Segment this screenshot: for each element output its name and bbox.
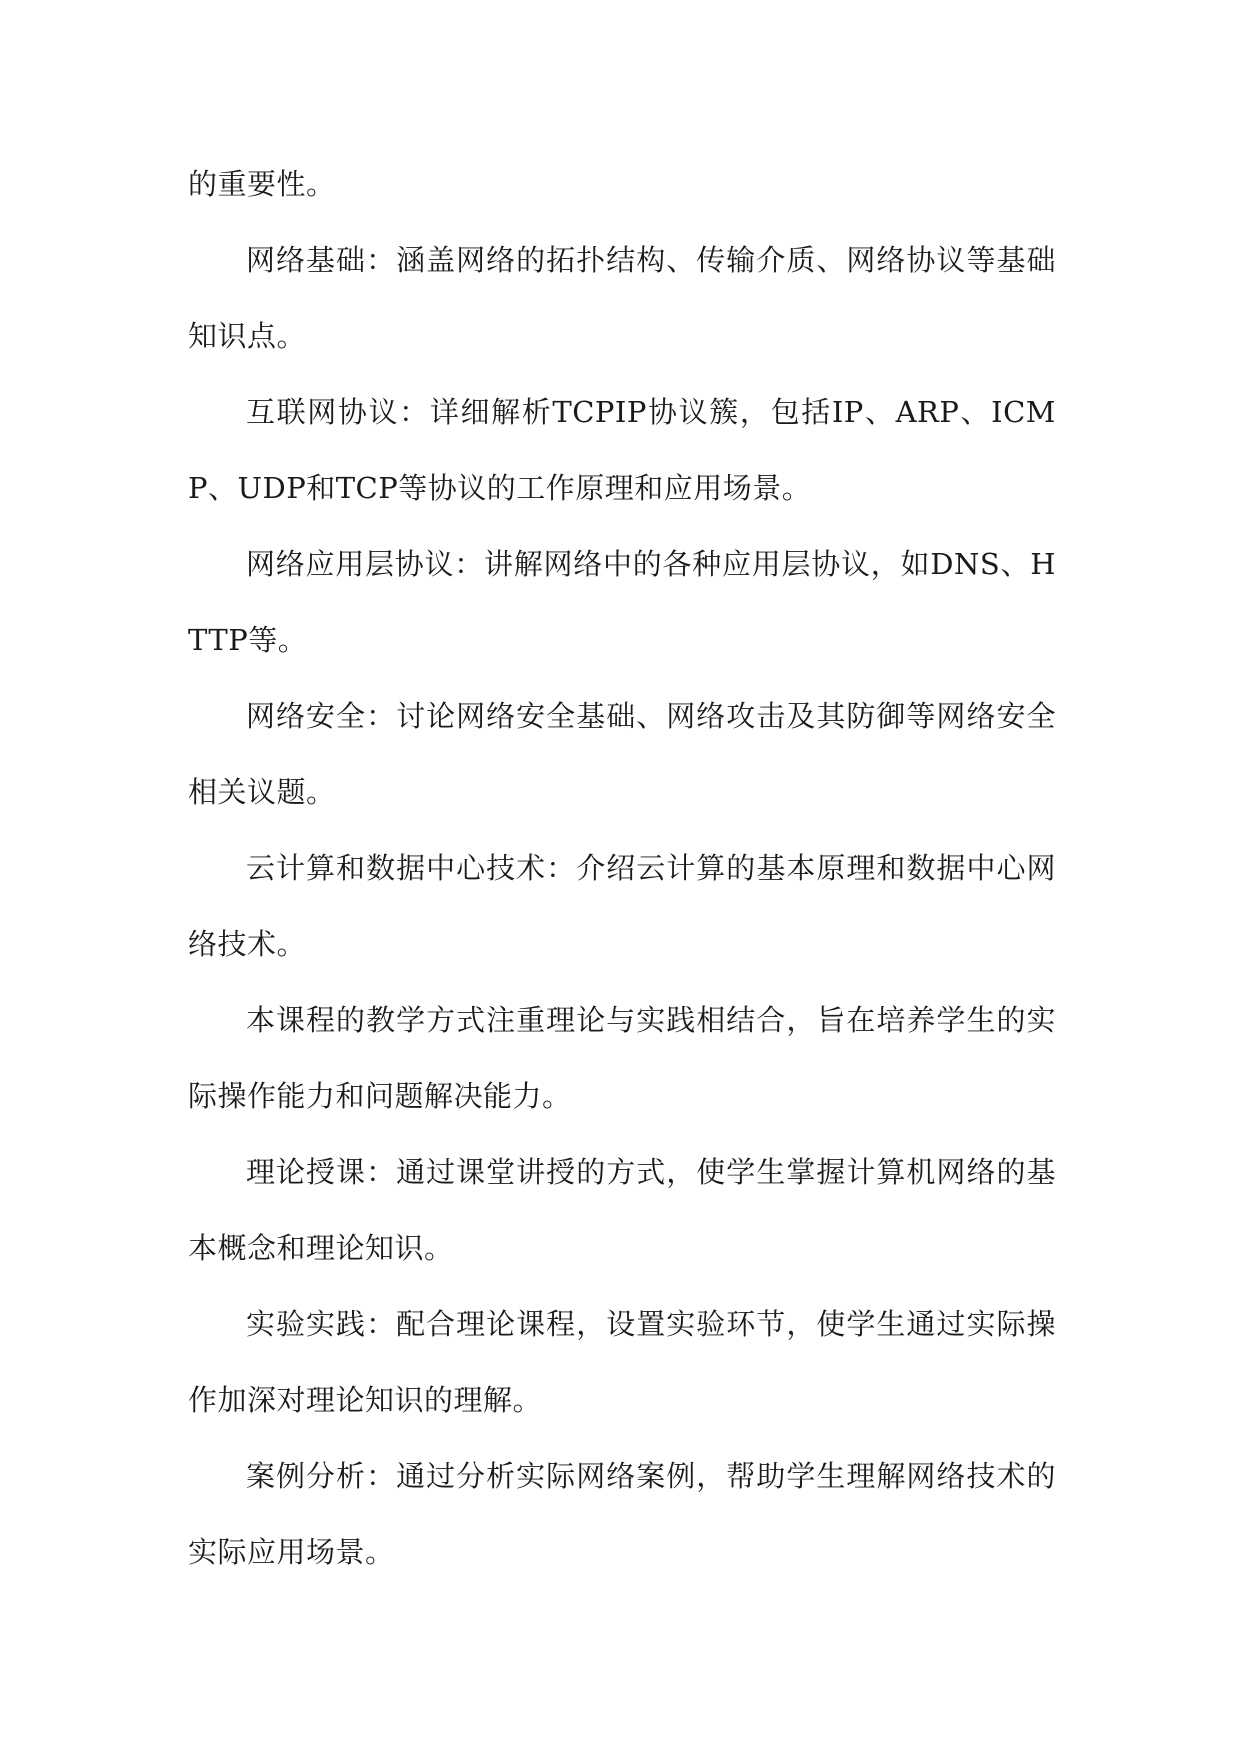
- paragraph-continuation: 的重要性。: [188, 167, 336, 201]
- paragraph-theory-lectures: 理论授课：通过课堂讲授的方式，使学生掌握计算机网络的基本概念和理论知识。: [188, 1155, 1056, 1265]
- paragraph-network-security: 网络安全：讨论网络安全基础、网络攻击及其防御等网络安全相关议题。: [188, 699, 1056, 809]
- paragraph-lab-practice: 实验实践：配合理论课程，设置实验环节，使学生通过实际操作加深对理论知识的理解。: [188, 1307, 1056, 1417]
- paragraph-application-layer: 网络应用层协议：讲解网络中的各种应用层协议，如DNS、HTTP等。: [188, 547, 1056, 657]
- paragraph-internet-protocols: 互联网协议：详细解析TCPIP协议簇，包括IP、ARP、ICMP、UDP和TCP等协议的工作原理和应用场景。: [188, 395, 1056, 505]
- paragraph-cloud-datacenter: 云计算和数据中心技术：介绍云计算的基本原理和数据中心网络技术。: [188, 851, 1056, 961]
- paragraph-case-analysis: 案例分析：通过分析实际网络案例，帮助学生理解网络技术的实际应用场景。: [188, 1459, 1056, 1569]
- document-body: [188, 146, 1056, 1590]
- paragraph-network-basics: 网络基础：涵盖网络的拓扑结构、传输介质、网络协议等基础知识点。: [188, 243, 1056, 353]
- paragraph-teaching-method: 本课程的教学方式注重理论与实践相结合，旨在培养学生的实际操作能力和问题解决能力。: [188, 1003, 1056, 1113]
